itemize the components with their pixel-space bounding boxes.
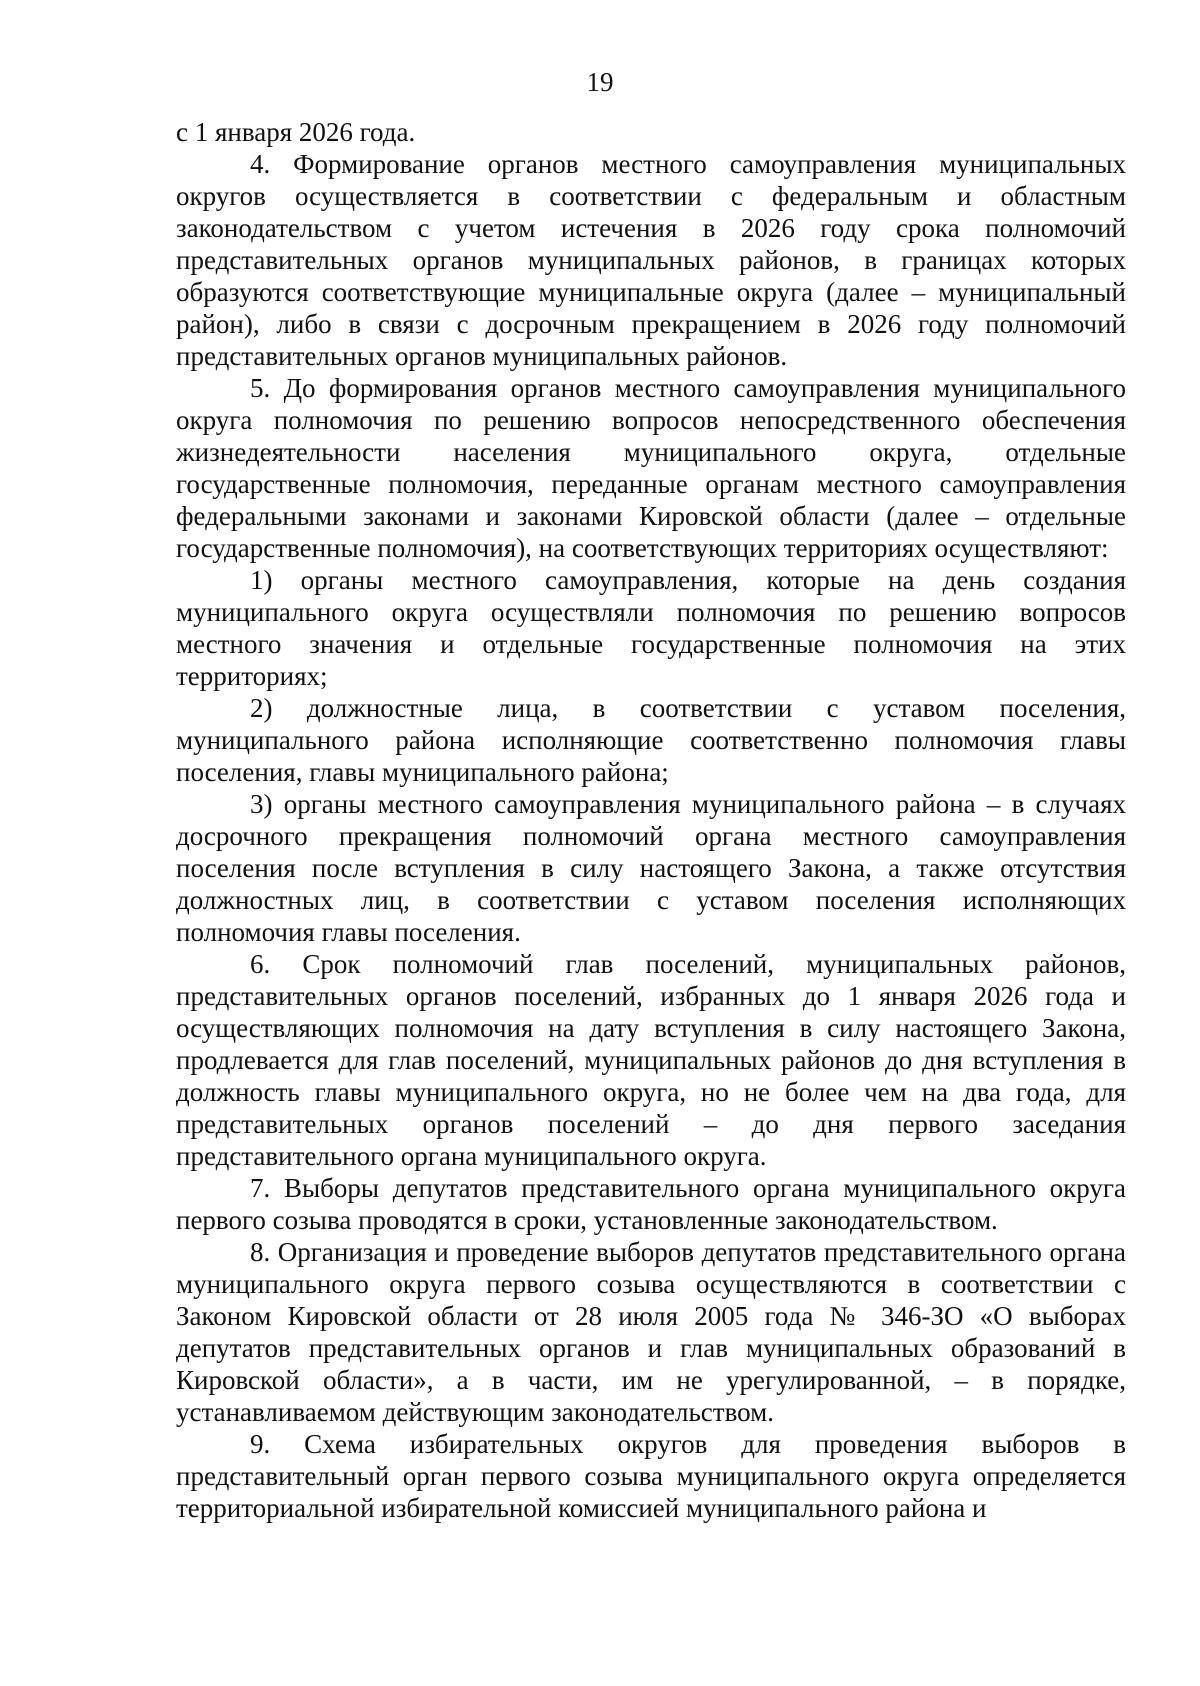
paragraph-item-4: 4. Формирование органов местного самоуправления муниципальных округов осуществляется в соответствии с федеральным и областным законодательством с учетом истечения в 2026 году срока полномочий представительных органов муниципальных районов, в границах которых образуются соответствующие муниципальные округа (далее – муниципальный район), либо в связи с досрочным прекращением в 2026 году полномочий представительных органов муниципальных районов. xyxy=(176,149,1126,371)
subitem-5-2: 2) должностные лица, в соответствии с уставом поселения, муниципального района исполняющие соответственно полномочия главы поселения, главы муниципального района; xyxy=(176,693,1126,787)
document-body xyxy=(176,116,1126,1524)
page-number: 19 xyxy=(586,67,614,97)
paragraph-item-9: 9. Схема избирательных округов для проведения выборов в представительный орган первого созыва муниципального округа определяется территориальной избирательной комиссией муниципального района и xyxy=(176,1429,1126,1523)
paragraph-item-6: 6. Срок полномочий глав поселений, муниципальных районов, представительных органов поселений, избранных до 1 января 2026 года и осуществляющих полномочия на дату вступления в силу настоящего Закона, продлевается для глав поселений, муниципальных районов до дня вступления в должность главы муниципального округа, но не более чем на два года, для представительных органов поселений – до дня первого заседания представительного органа муниципального округа. xyxy=(176,949,1126,1171)
paragraph-item-5: 5. До формирования органов местного самоуправления муниципального округа полномочия по решению вопросов непосредственного обеспечения жизнедеятельности населения муниципального округа, отдельные государственные полномочия, переданные органам местного самоуправления федеральными законами и законами Кировской области (далее – отдельные государственные полномочия), на соответствующих территориях осуществляют: xyxy=(176,373,1126,563)
paragraph-continuation: с 1 января 2026 года. xyxy=(176,117,416,147)
paragraph-item-8: 8. Организация и проведение выборов депутатов представительного органа муниципального округа первого созыва осуществляются в соответствии с Законом Кировской области от 28 июля 2005 года № 346-ЗО «О выборах депутатов представительных органов и глав муниципальных образований в Кировской области», а в части, им не урегулированной, – в порядке, устанавливаемом действующим законодательством. xyxy=(176,1237,1126,1427)
paragraph-item-7: 7. Выборы депутатов представительного органа муниципального округа первого созыва проводятся в сроки, установленные законодательством. xyxy=(176,1173,1126,1235)
subitem-5-3: 3) органы местного самоуправления муниципального района – в случаях досрочного прекращения полномочий органа местного самоуправления поселения после вступления в силу настоящего Закона, а также отсутствия должностных лиц, в соответствии с уставом поселения исполняющих полномочия главы поселения. xyxy=(176,789,1126,947)
subitem-5-1: 1) органы местного самоуправления, которые на день создания муниципального округа осуществляли полномочия по решению вопросов местного значения и отдельные государственные полномочия на этих территориях; xyxy=(176,565,1126,691)
